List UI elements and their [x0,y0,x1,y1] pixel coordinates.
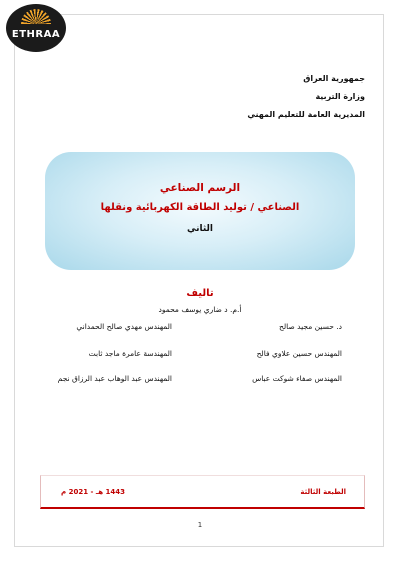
authors-heading: تاليف [186,288,214,299]
author-name: المهندس عبد الوهاب عبد الرزاق نجم [57,374,172,383]
author-name: المهندس مهدي صالح الحمداني [76,322,172,331]
document-header [247,70,365,124]
header-directorate: المديرية العامة للتعليم المهني [247,110,365,119]
edition-bar [40,475,365,509]
ethraa-logo [6,4,66,52]
author-name: المهندسة عامرة ماجد ثابت [88,349,172,358]
lead-author: أ.م. د ضاري يوسف محمود [158,305,242,314]
edition-date: 1443 هـ - 2021 م [61,488,126,496]
edition-label: الطبعة الثالثة [300,488,346,496]
page-number: 1 [197,521,203,529]
grade-title: الثاني [186,224,213,234]
specialization-title: الصناعي / توليد الطاقة الكهربائية ونقلها [100,202,300,213]
sun-rays-icon [21,9,51,24]
header-ministry: وزارة التربية [315,92,365,101]
author-name: المهندس صفاء شوكت عباس [252,374,342,383]
author-name: المهندس حسين علاوي فالح [256,349,342,358]
logo-text: ETHRAA [11,29,61,40]
title-box [45,152,355,270]
subject-title: الرسم الصناعي [159,182,241,194]
header-country: جمهورية العراق [303,74,365,83]
author-name: د. حسين مجيد صالح [278,322,342,331]
